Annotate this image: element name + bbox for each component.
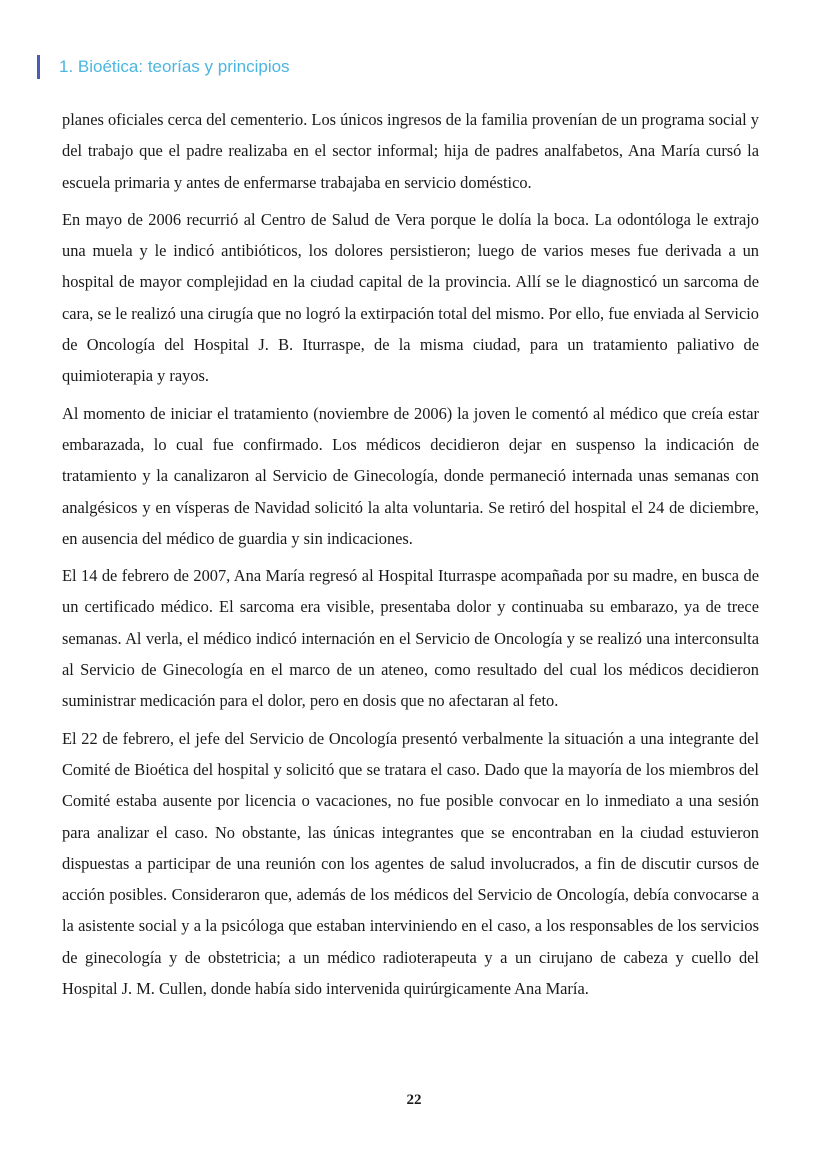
section-title: 1. Bioética: teorías y principios — [59, 57, 290, 76]
paragraph: planes oficiales cerca del cementerio. Los únicos ingresos de la familia provenían de un programa social y del trabajo que el padre realizaba en el sector informal; hija de padres analfabetos, Ana María cursó la escuela primaria y antes de enfermarse trabajaba en servicio doméstico. — [62, 110, 759, 192]
body-text — [62, 104, 759, 1010]
paragraph: Al momento de iniciar el tratamiento (noviembre de 2006) la joven le comentó al médico que creía estar embarazada, lo cual fue confirmado. Los médicos decidieron dejar en suspenso la indicación de tratamiento y la canalizaron al Servicio de Ginecología, donde permaneció internada unas semanas con analgésicos y en vísperas de Navidad solicitó la alta voluntaria. Se retiró del hospital el 24 de diciembre, en ausencia del médico de guardia y sin indicaciones. — [62, 403, 759, 548]
page-number: 22 — [406, 1092, 422, 1108]
paragraph: El 22 de febrero, el jefe del Servicio de Oncología presentó verbalmente la situación a una integrante del Comité de Bioética del hospital y solicitó que se tratara el caso. Dado que la mayoría de los miembros del Comité estaba ausente por licencia o vacaciones, no fue posible convocar en lo inmediato a una sesión para analizar el caso. No obstante, las únicas integrantes que se encontraban en la ciudad estuvieron dispuestas a participar de una reunión con los agentes de salud involucrados, a fin de discutir cursos de acción posibles. Consideraron que, además de los médicos del Servicio de Oncología, debía convocarse a la asistente social y a la psicóloga que estaban interviniendo en el caso, a los responsables de los servicios de ginecología y de obstetricia; a un médico radioterapeuta y a un cirujano de cabeza y cuello del Hospital J. M. Cullen, donde había sido intervenida quirúrgicamente Ana María. — [62, 728, 759, 999]
paragraph: El 14 de febrero de 2007, Ana María regresó al Hospital Iturraspe acompañada por su madre, en busca de un certificado médico. El sarcoma era visible, presentaba dolor y continuaba su embarazo, ya de trece semanas. Al verla, el médico indicó internación en el Servicio de Oncología y se realizó una interconsulta al Servicio de Ginecología en el marco de un ateneo, como resultado del cual los médicos decidieron suministrar medicación para el dolor, pero en dosis que no afectaran al feto. — [62, 566, 759, 711]
section-header — [37, 55, 290, 79]
paragraph: En mayo de 2006 recurrió al Centro de Salud de Vera porque le dolía la boca. La odontóloga le extrajo una muela y le indicó antibióticos, los dolores persistieron; luego de varios meses fue derivada a un hospital de mayor complejidad en la ciudad capital de la provincia. Allí se le diagnosticó un sarcoma de cara, se le realizó una cirugía que no logró la extirpación total del mismo. Por ello, fue enviada al Servicio de Oncología del Hospital J. B. Iturraspe, de la misma ciudad, para un tratamiento paliativo de quimioterapia y rayos. — [62, 209, 759, 386]
section-accent-bar — [37, 55, 40, 79]
